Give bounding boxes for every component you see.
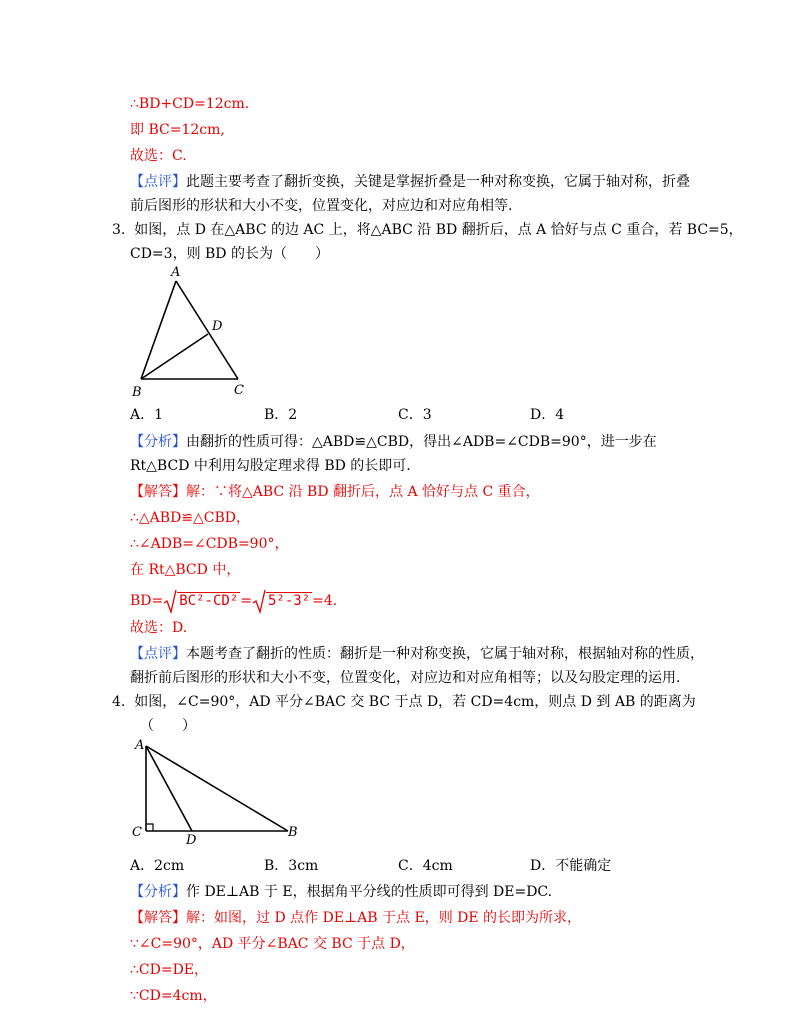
q3-analysis bbox=[130, 432, 657, 452]
q3-number: 3. bbox=[112, 222, 126, 238]
q3-label-b: B bbox=[132, 385, 142, 400]
q3-option-c[interactable]: C．3 bbox=[398, 407, 432, 423]
answer-text: 解：如图，过 D 点作 DE⊥AB 于点 E，则 DE 的长即为所求， bbox=[186, 910, 582, 926]
prev-line-3: 故选：C. bbox=[130, 148, 187, 164]
q4-label-b: B bbox=[288, 825, 298, 840]
answer-tag: 【解答】 bbox=[130, 910, 186, 926]
q3-label-c: C bbox=[234, 383, 244, 398]
q3-answer-line-2: ∴△ABD≌△CBD， bbox=[130, 510, 251, 526]
radical-icon bbox=[163, 588, 177, 614]
formula-sqrt-1: BC²-CD² bbox=[179, 593, 239, 609]
q3-comment-line-2: 翻折前后图形的形状和大小不变，位置变化，对应边和对应角相等；以及勾股定理的运用. bbox=[130, 670, 681, 686]
q4-analysis bbox=[130, 882, 552, 902]
analysis-text: 作 DE⊥AB 于 E，根据角平分线的性质即可得到 DE=DC. bbox=[186, 884, 553, 900]
q3-option-a[interactable]: A．1 bbox=[130, 407, 164, 423]
q3-label-d: D bbox=[212, 319, 223, 334]
q4-label-c: C bbox=[132, 825, 142, 840]
q3-answer bbox=[130, 482, 540, 502]
q3-formula bbox=[130, 586, 337, 616]
q4-label-d: D bbox=[186, 833, 197, 848]
answer-text: 解：∵将△ABC 沿 BD 翻折后，点 A 恰好与点 C 重合， bbox=[186, 484, 540, 500]
q3-answer-line-3: ∴∠ADB=∠CDB=90°， bbox=[130, 536, 289, 552]
formula-eq: = bbox=[240, 593, 252, 609]
q3-answer-line-6: 故选：D. bbox=[130, 620, 188, 636]
comment-text: 此题主要考查了翻折变换，关键是掌握折叠是一种对称变换，它属于轴对称，折叠 bbox=[186, 174, 690, 190]
q4-stem-line-1: 如图，∠C=90°，AD 平分∠BAC 交 BC 于点 D，若 CD=4cm，则点 D 到 AB 的距离为 bbox=[134, 694, 696, 710]
radical-icon bbox=[252, 588, 266, 614]
q4-stem bbox=[112, 692, 696, 712]
formula-result: =4. bbox=[312, 593, 338, 609]
analysis-text: 由翻折的性质可得：△ABD≌△CBD，得出∠ADB=∠CDB=90°，进一步在 bbox=[186, 434, 657, 450]
q4-option-c[interactable]: C．4cm bbox=[398, 858, 453, 874]
prev-comment-line-2: 前后图形的形状和大小不变，位置变化，对应边和对应角相等. bbox=[130, 198, 513, 214]
q4-option-d[interactable]: D．不能确定 bbox=[530, 858, 612, 874]
q4-figure bbox=[128, 736, 308, 848]
q4-answer-line-2: ∵∠C=90°，AD 平分∠BAC 交 BC 于点 D， bbox=[130, 936, 415, 952]
q3-label-a: A bbox=[171, 265, 181, 280]
prev-comment bbox=[130, 172, 690, 192]
prev-line-2: 即 BC=12cm, bbox=[130, 122, 225, 138]
q3-stem-line-2: CD=3，则 BD 的长为（ ） bbox=[130, 246, 329, 262]
q3-option-b[interactable]: B．2 bbox=[264, 407, 298, 423]
q4-number: 4. bbox=[112, 694, 126, 710]
q3-figure bbox=[128, 262, 258, 402]
analysis-tag: 【分析】 bbox=[130, 884, 186, 900]
formula-sqrt-2: 5²-3² bbox=[268, 593, 311, 609]
q4-answer-line-3: ∴CD=DE， bbox=[130, 962, 209, 978]
formula-prefix: BD= bbox=[130, 593, 164, 609]
q4-label-a: A bbox=[135, 738, 145, 753]
q3-stem-line-1: 如图，点 D 在△ABC 的边 AC 上，将△ABC 沿 BD 翻折后，点 A 恰好与点 C 重合，若 BC=5， bbox=[134, 222, 743, 238]
prev-line-1: ∴BD+CD=12cm. bbox=[130, 96, 250, 112]
q4-answer bbox=[130, 908, 581, 928]
q3-analysis-line-2: Rt△BCD 中利用勾股定理求得 BD 的长即可. bbox=[130, 458, 411, 474]
analysis-tag: 【分析】 bbox=[130, 434, 186, 450]
q4-option-b[interactable]: B．3cm bbox=[264, 858, 319, 874]
answer-tag: 【解答】 bbox=[130, 484, 186, 500]
q3-comment bbox=[130, 644, 704, 664]
comment-tag: 【点评】 bbox=[130, 646, 186, 662]
q3-option-d[interactable]: D．4 bbox=[530, 407, 565, 423]
comment-text: 本题考查了翻折的性质：翻折是一种对称变换，它属于轴对称，根据轴对称的性质， bbox=[186, 646, 704, 662]
q4-answer-line-4: ∵CD=4cm， bbox=[130, 988, 217, 1004]
q3-answer-line-4: 在 Rt△BCD 中， bbox=[130, 562, 241, 578]
q4-option-a[interactable]: A．2cm bbox=[130, 858, 185, 874]
q4-stem-line-2: （ ） bbox=[140, 718, 196, 734]
q3-stem bbox=[112, 220, 743, 240]
comment-tag: 【点评】 bbox=[130, 174, 186, 190]
